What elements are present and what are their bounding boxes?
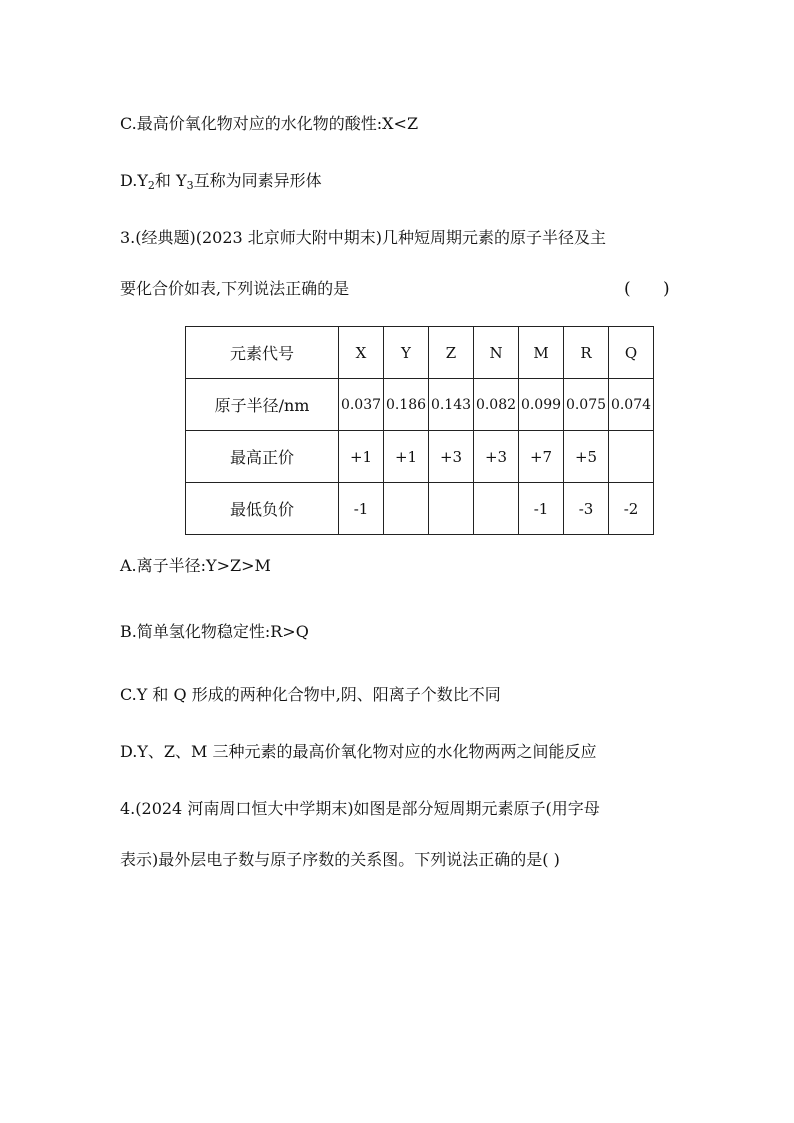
table-header-row <box>186 327 654 379</box>
table-header-cell: M <box>519 327 564 379</box>
table-header-cell: Q <box>609 327 654 379</box>
table-cell <box>429 483 474 535</box>
table-cell: 0.074 <box>609 379 654 431</box>
table-cell: 0.037 <box>339 379 384 431</box>
q2-option-d-mid: 和 Y <box>154 171 187 190</box>
table-cell: 0.186 <box>384 379 429 431</box>
table-cell: -1 <box>339 483 384 535</box>
table-cell: +3 <box>429 431 474 483</box>
q4-stem-line2: 表示)最外层电子数与原子序数的关系图。下列说法正确的是( ) <box>120 850 560 869</box>
table-cell: -1 <box>519 483 564 535</box>
table-cell: 0.082 <box>474 379 519 431</box>
table-row-label: 原子半径/nm <box>186 379 339 431</box>
table-cell <box>609 431 654 483</box>
table-header-cell: Z <box>429 327 474 379</box>
table-header-cell: Y <box>384 327 429 379</box>
table-cell: 0.143 <box>429 379 474 431</box>
table-row <box>186 483 654 535</box>
q3-option-a: A.离子半径:Y>Z>M <box>120 556 271 575</box>
table-header-cell: 元素代号 <box>186 327 339 379</box>
q3-answer-blank: ( ) <box>624 279 670 299</box>
table-row <box>186 431 654 483</box>
table-cell <box>474 483 519 535</box>
element-table <box>185 326 654 535</box>
q2-option-d-sub2: 3 <box>186 179 194 192</box>
table-header-cell: N <box>474 327 519 379</box>
q2-option-d <box>120 171 322 191</box>
table-cell: +1 <box>339 431 384 483</box>
table-cell: -2 <box>609 483 654 535</box>
q3-option-d: D.Y、Z、M 三种元素的最高价氧化物对应的水化物两两之间能反应 <box>120 742 597 761</box>
q2-option-d-suffix: 互称为同素异形体 <box>193 171 322 190</box>
q4-stem-line1: 4.(2024 河南周口恒大中学期末)如图是部分短周期元素原子(用字母 <box>120 799 600 818</box>
q3-option-b: B.简单氢化物稳定性:R>Q <box>120 622 309 641</box>
table-cell: -3 <box>564 483 609 535</box>
table-cell <box>384 483 429 535</box>
table-cell: +7 <box>519 431 564 483</box>
q3-option-c: C.Y 和 Q 形成的两种化合物中,阴、阳离子个数比不同 <box>120 685 501 704</box>
q3-stem-line2: 要化合价如表,下列说法正确的是 <box>120 279 350 298</box>
table-row <box>186 379 654 431</box>
q3-stem-line1: 3.(经典题)(2023 北京师大附中期末)几种短周期元素的原子半径及主 <box>120 228 607 247</box>
table-cell: +3 <box>474 431 519 483</box>
q2-option-d-sub1: 2 <box>147 179 155 192</box>
table-cell: 0.075 <box>564 379 609 431</box>
table-header-cell: R <box>564 327 609 379</box>
table-cell: +1 <box>384 431 429 483</box>
q2-option-c: C.最高价氧化物对应的水化物的酸性:X<Z <box>120 114 419 133</box>
table-row-label: 最低负价 <box>186 483 339 535</box>
table-cell: 0.099 <box>519 379 564 431</box>
table-cell: +5 <box>564 431 609 483</box>
table-row-label: 最高正价 <box>186 431 339 483</box>
q2-option-d-prefix: D.Y <box>120 171 148 190</box>
table-header-cell: X <box>339 327 384 379</box>
